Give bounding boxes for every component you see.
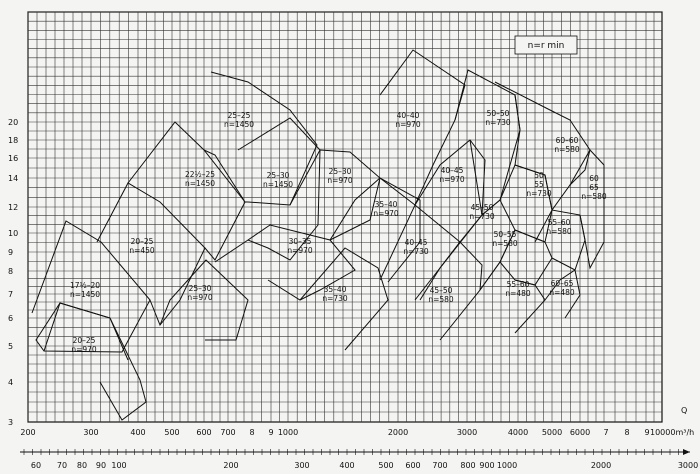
x-bottom-tick-label: 90 bbox=[95, 461, 107, 470]
x-bottom-tick-label: 100 bbox=[111, 461, 127, 470]
x-top-tick-label: 10000m³/h bbox=[650, 428, 695, 437]
x-top-tick-label: 500 bbox=[164, 428, 180, 437]
x-top-tick-label: 400 bbox=[130, 428, 146, 437]
zone-label-line: 35–40 bbox=[374, 200, 398, 209]
zone-label-line: n=480 bbox=[505, 289, 531, 298]
zone-label-line: 25–30 bbox=[266, 171, 290, 180]
zone-label-line: 60–60 bbox=[555, 136, 579, 145]
legend-box bbox=[515, 36, 577, 54]
y-tick-label: 3 bbox=[8, 418, 14, 427]
zone-label-line: 40–45 bbox=[404, 238, 428, 247]
zone-label-line: 65 bbox=[589, 183, 599, 192]
x-bottom-tick-label: 60 bbox=[30, 461, 42, 470]
zone-label-line: 17½–20 bbox=[69, 281, 101, 290]
zone-label-line: n=1450 bbox=[184, 179, 216, 188]
y-tick-label: 12 bbox=[8, 203, 19, 212]
zone-label-line: 60–65 bbox=[550, 279, 574, 288]
zone-label-line: n=970 bbox=[71, 345, 97, 354]
bottom-axis-arrow bbox=[683, 449, 690, 455]
x-top-tick-label: 5000 bbox=[541, 428, 563, 437]
zone-label-line: 55–60 bbox=[547, 218, 571, 227]
y-tick-label: 4 bbox=[8, 378, 14, 387]
x-bottom-tick-label: 1000 bbox=[496, 461, 518, 470]
zone-outline bbox=[204, 72, 317, 205]
zone-label-line: n=730 bbox=[322, 294, 348, 303]
zone-label-line: n=970 bbox=[395, 120, 421, 129]
zone-label-line: 60 bbox=[589, 174, 599, 183]
x-top-tick-label: 200 bbox=[20, 428, 36, 437]
zone-label-line: 50 bbox=[534, 171, 544, 180]
zone-label-line: 20–25 bbox=[130, 237, 154, 246]
legend-text: n=r min bbox=[527, 41, 565, 51]
x-axis-label: Q bbox=[681, 406, 688, 415]
zone-label-line: 40–40 bbox=[396, 111, 420, 120]
y-tick-label: 6 bbox=[8, 314, 14, 323]
x-top-tick-label: 600 bbox=[196, 428, 212, 437]
zone-label-line: n=970 bbox=[439, 175, 465, 184]
x-bottom-tick-label: 500 bbox=[378, 461, 394, 470]
zone-label-line: n=1450 bbox=[223, 120, 255, 129]
x-top-tick-label: 9 bbox=[644, 428, 650, 437]
x-bottom-tick-label: 900 bbox=[479, 461, 495, 470]
x-bottom-tick-label: 2000 bbox=[590, 461, 612, 470]
zone-outline bbox=[455, 70, 520, 215]
zone-label-line: n=1450 bbox=[262, 180, 294, 189]
zone-label-line: n=970 bbox=[373, 209, 399, 218]
x-bottom-tick-label: 70 bbox=[56, 461, 68, 470]
x-top-tick-label: 2000 bbox=[387, 428, 409, 437]
zone-label-line: 55 bbox=[534, 180, 544, 189]
y-tick-label: 20 bbox=[8, 118, 19, 127]
zone-label-line: n=970 bbox=[287, 246, 313, 255]
x-top-tick-label: 9 bbox=[268, 428, 274, 437]
y-tick-label: 9 bbox=[8, 248, 14, 257]
zone-label-line: 50–50 bbox=[486, 109, 510, 118]
zone-outline bbox=[290, 150, 380, 240]
x-bottom-tick-label: 200 bbox=[223, 461, 239, 470]
zone-label-line: n=730 bbox=[526, 189, 552, 198]
zone-label-line: 55–60 bbox=[506, 280, 530, 289]
x-top-tick-label: 1000 bbox=[277, 428, 299, 437]
zone-label-line: 35–40 bbox=[323, 285, 347, 294]
x-bottom-tick-label: 80 bbox=[76, 461, 88, 470]
zone-label-line: 22½–25 bbox=[184, 170, 216, 179]
zone-label-line: n=480 bbox=[549, 288, 575, 297]
zone-label-line: n=580 bbox=[581, 192, 607, 201]
x-bottom-tick-label: 700 bbox=[432, 461, 448, 470]
zone-label-line: n=580 bbox=[492, 239, 518, 248]
x-top-tick-label: 4000 bbox=[507, 428, 529, 437]
zone-label-line: n=580 bbox=[554, 145, 580, 154]
zone-label-line: 45–50 bbox=[470, 203, 494, 212]
zone-label-line: 25–30 bbox=[188, 284, 212, 293]
x-top-tick-label: 7 bbox=[603, 428, 609, 437]
zone-label-line: n=970 bbox=[327, 176, 353, 185]
x-bottom-tick-label: 800 bbox=[460, 461, 476, 470]
zone-label-line: n=580 bbox=[428, 295, 454, 304]
x-top-tick-label: 8 bbox=[624, 428, 630, 437]
plot-frame bbox=[28, 12, 662, 422]
zone-label-line: n=580 bbox=[546, 227, 572, 236]
y-tick-label: 5 bbox=[8, 342, 14, 351]
zone-label-line: n=1450 bbox=[69, 290, 101, 299]
zone-label-line: n=450 bbox=[129, 246, 155, 255]
zone-label-line: 40–45 bbox=[440, 166, 464, 175]
x-bottom-tick-label: 600 bbox=[405, 461, 421, 470]
zone-label-line: 25–30 bbox=[328, 167, 352, 176]
y-tick-label: 10 bbox=[8, 229, 19, 238]
zone-label-line: 30–35 bbox=[288, 237, 312, 246]
y-tick-label: 14 bbox=[8, 174, 19, 183]
x-bottom-tick-label: 3000 bbox=[677, 461, 699, 470]
x-top-tick-label: 8 bbox=[249, 428, 255, 437]
zone-label-line: 45–50 bbox=[429, 286, 453, 295]
x-top-tick-label: 300 bbox=[83, 428, 99, 437]
x-top-tick-label: 6000 bbox=[569, 428, 591, 437]
chart-grid bbox=[28, 12, 662, 422]
zone-label-line: 50–55 bbox=[493, 230, 517, 239]
zone-label-line: 20–25 bbox=[72, 336, 96, 345]
zone-label-line: n=970 bbox=[187, 293, 213, 302]
y-tick-label: 8 bbox=[8, 267, 14, 276]
zone-label-line: n=730 bbox=[403, 247, 429, 256]
y-tick-label: 18 bbox=[8, 136, 19, 145]
y-tick-label: 7 bbox=[8, 290, 14, 299]
x-top-tick-label: 700 bbox=[220, 428, 236, 437]
zone-label-line: n=730 bbox=[485, 118, 511, 127]
zone-label-line: n=730 bbox=[469, 212, 495, 221]
x-bottom-tick-label: 400 bbox=[339, 461, 355, 470]
zone-outline bbox=[44, 303, 146, 420]
x-bottom-tick-label: 300 bbox=[294, 461, 310, 470]
x-top-tick-label: 3000 bbox=[456, 428, 478, 437]
y-tick-label: 16 bbox=[8, 154, 19, 163]
zone-label-line: 25–25 bbox=[227, 111, 251, 120]
